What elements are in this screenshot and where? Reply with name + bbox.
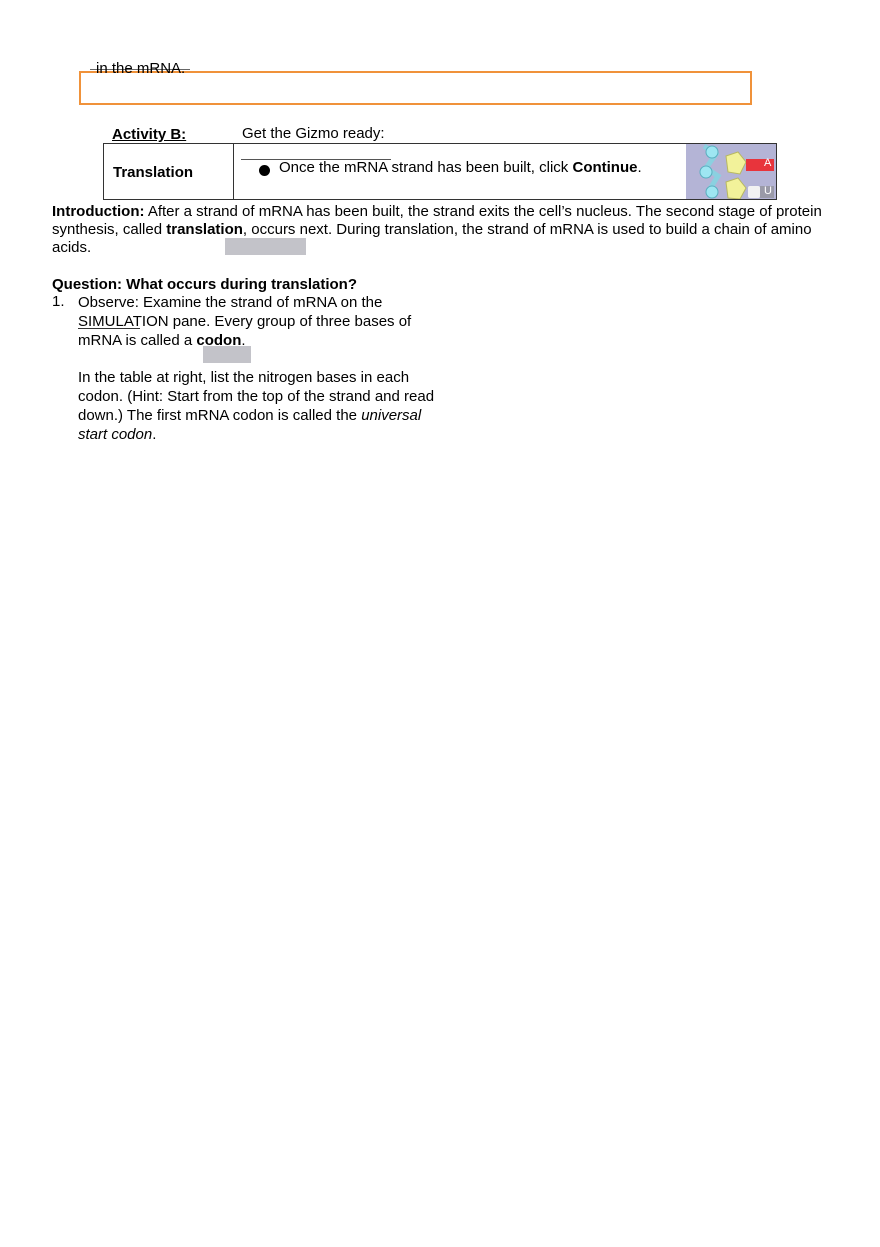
- table-text: In the table at right, list the nitrogen bases in each codon. (Hint: Start from the top of the strand and read down.) The first mRNA codon is called the: [78, 369, 435, 424]
- top-text: in the mRNA.: [96, 60, 186, 77]
- instruction-text: Once the mRNA strand has been built, click: [279, 159, 573, 176]
- introduction-paragraph: [52, 203, 832, 257]
- codon-word: codon: [196, 332, 242, 349]
- continue-word: Continue: [572, 159, 638, 176]
- bullet-icon: [259, 165, 270, 176]
- table-end: .: [152, 426, 157, 443]
- observe-end: .: [241, 332, 246, 349]
- observe-text: Observe: Examine the strand of mRNA on the SIMULATION pane. Every group of three bases of mRNA is called a: [78, 294, 412, 349]
- start-codon-term: universal start codon: [78, 407, 422, 443]
- question-body: [78, 293, 448, 444]
- activity-name: Translation: [113, 164, 194, 181]
- gizmo-instruction: [279, 159, 642, 176]
- base-u-label: U: [764, 185, 772, 197]
- question-title: Question: What occurs during translation?: [52, 276, 358, 293]
- intro-bold: translation: [166, 221, 243, 238]
- activity-label: Activity B:: [112, 126, 187, 143]
- intro-text-1: After a strand of mRNA has been built, the strand exits the cell’s nucleus. The second stage of protein synthesis, called: [52, 203, 822, 238]
- paragraph-gap: [78, 350, 448, 368]
- base-a-label: A: [764, 157, 772, 169]
- table-divider: [233, 143, 234, 200]
- gizmo-thumbnail: [686, 144, 776, 199]
- observe-paragraph: [78, 293, 448, 350]
- gizmo-ready-text: Get the Gizmo ready:: [242, 125, 385, 142]
- table-paragraph: [78, 368, 448, 444]
- intro-text-2: , occurs next. During translation, the strand of mRNA is used to build a chain of amino acids.: [52, 221, 812, 256]
- instruction-end: .: [637, 159, 642, 176]
- mrna-thumbnail-graphic: [686, 144, 776, 199]
- intro-label: Introduction:: [52, 203, 145, 220]
- question-number: 1.: [52, 293, 65, 310]
